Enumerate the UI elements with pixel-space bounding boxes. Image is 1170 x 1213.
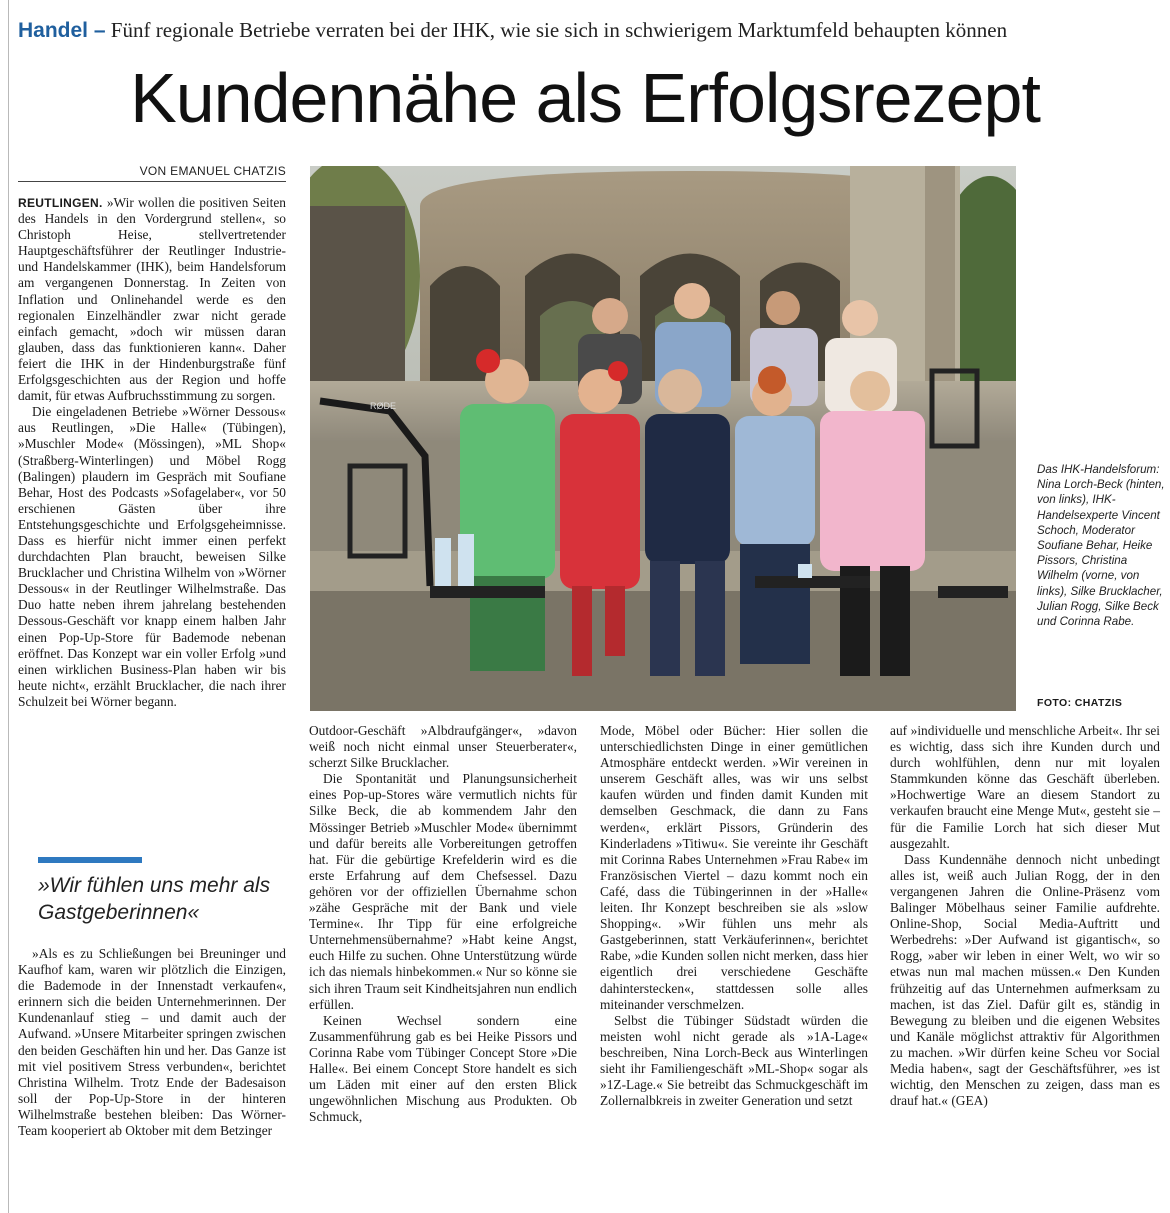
headline: Kundennähe als Erfolgsrezept [130, 59, 1040, 137]
photo-credit: FOTO: CHATZIS [1037, 697, 1123, 709]
article-column-1 [18, 195, 286, 710]
left-column-rule [8, 0, 9, 1213]
rubric: Handel – [18, 19, 106, 42]
mic-label: RØDE [370, 401, 397, 411]
paragraph: Dass Kundennähe dennoch nicht unbedingt alles ist, weiß auch Julian Rogg, der in den vergangenen Jahren die Online-Präsenz vom Balinger Möbelhaus seiner Familie aufdrehte. Online-Shop, Social Media-Auftritt und Werbedrehs: »Der Aufwand ist gigantisch«, so Rogg, »aber wir leben in einer Welt, wo wir so etwas nun mal machen müssen.« Den Kunden frühzeitig auf das Unternehmen aufmerksam zu machen, ist das Ziel. Dafür gilt es, ständig in Bewegung zu bleiben und die eigenen Websites und Kanäle möglichst attraktiv für Algorithmen zu machen. »Wir dürfen keine Scheu vor Social Media haben«, sagt der Geschäftsführer, »es ist wichtig, den Menschen zu zeigen, dass man es drauf hat.« (GEA) [890, 851, 1160, 1109]
quote-accent-bar [38, 857, 142, 863]
paragraph: Selbst die Tübinger Südstadt würden die meisten wohl nicht gerade als »1A-Lage« beschreiben, Nina Lorch-Beck aus Winterlingen sieht ihr Familiengeschäft »ML-Shop« sogar als »1Z-Lage.« Sie betreibt das Schmuckgeschäft im Zollernalbkreis in zweiter Generation und setzt [600, 1012, 868, 1109]
kicker-line [18, 18, 1007, 43]
byline: VON EMANUEL CHATZIS [18, 164, 286, 182]
article-column-3 [600, 723, 868, 1109]
paragraph: Keinen Wechsel sondern eine Zusammenführung gab es bei Heike Pissors und Corinna Rabe vom Tübinger Concept Store »Die Halle«. Bei einem Concept Store handelt es sich um Läden mit einer auf den ersten Blick ungewöhnlichen Mischung aus Produkten. Ob Schmuck, [309, 1012, 577, 1125]
pull-quote: »Wir fühlen uns mehr als Gastgeberinnen« [38, 874, 271, 924]
paragraph: auf »individuelle und menschliche Arbeit«. Ihr sei es wichtig, dass sich ihre Kunden durch und durch wohlfühlen, denn nur mit loyalen Stammkunden könne das Geschäft überleben. »Hochwertige Ware an diesem Standort zu verkaufen braucht eine Menge Mut«, gesteht sie – für die Familie Lorch hat sich dieser Mut ausgezahlt. [890, 723, 1160, 851]
group-photo-illustration [310, 166, 1016, 711]
paragraph: »Als es zu Schließungen bei Breuninger und Kaufhof kam, waren wir plötzlich die Einzigen, die Bademode in der Innenstadt verkaufen«, erinnern sich die beiden Unternehmerinnen. Der Kundenanlauf stieg – und damit auch der Aufwand. »Unsere Mitarbeiter springen zwischen den beiden Geschäften hin und her. Das Ganze ist mit viel positivem Stress verbunden«, berichtet Christina Wilhelm. Trotz Ende der Badesaison soll der Pop-Up-Store in der hinteren Wilhelmstraße bestehen bleiben: Das Wörner-Team kooperiert ab Oktober mit dem Betzinger [18, 946, 286, 1139]
dateline: REUTLINGEN. [18, 196, 103, 210]
photo-caption: Das IHK-Handelsforum: Nina Lorch-Beck (hinten, von links), IHK-Handelsexperte Vincent Schoch, Moderator Soufiane Behar, Heike Pissors, Christina Wilhelm (vorne, von links), Silke Brucklacher, Julian Rogg, Silke Beck und Corinna Rabe. [1037, 463, 1165, 629]
article-column-1-continued [18, 946, 286, 1139]
paragraph: Outdoor-Geschäft »Albdraufgänger«, »davon weiß noch nicht einmal unser Steuerberater«, scherzt Silke Brucklacher. [309, 723, 577, 771]
paragraph: Mode, Möbel oder Bücher: Hier sollen die unterschiedlichsten Dinge in einer gemütlichen Atmosphäre entdeckt werden. »Wir vereinen in unserem Geschäft alles, was wir uns selbst kaufen würden und finden damit Kunden mit demselben Geschmack, die dann zu Fans werden«, erklärt Pissors, Gründerin des Kinderladens »Titiwu«. Sie vereinte ihr Geschäft mit Corinna Rabes Unternehmen »Frau Rabe« im Französischen Viertel – dazu kommt noch ein Café, dass die Tübingerinnen in der »Halle« leiten. Ihr Konzept beschreiben sie als »slow Shopping«. »Wir fühlen uns mehr als Gastgeberinnen, statt Verkäuferinnen«, berichtet Rabe, »die Kunden sollen nicht merken, dass hier eigentlich drei verschiedene Geschäfte dahinterstecken«, stattdessen solle alles miteinander verschmelzen. [600, 723, 868, 1012]
paragraph: Die eingeladenen Betriebe »Wörner Dessous« aus Reutlingen, »Die Halle« (Tübingen), »Muschler Mode« (Mössingen), »ML Shop« (Straßberg-Winterlingen) und Möbel Rogg (Balingen) plaudern im Gespräch mit Soufiane Behar, Host des Podcasts »Sofagelaber«, vor 50 erschienen Gästen über ihre Entstehungsgeschichte und Erfolgsgeheimnisse. Dass es hierfür nicht immer einen perfekt durchdachten Plan braucht, beweisen Silke Brucklacher und Christina Wilhelm von »Wörner Dessous« in der Reutlinger Wilhelmstraße. Das Duo hatte neben ihrem jahrelang bestehenden Dessous-Geschäft vor knapp einem halben Jahr einen Pop-Up-Store für Bademode nebenan eröffnet. Das Konzept war ein voller Erfolg »und einen wirklichen Business-Plan haben wir bis heute nicht«, erzählt Brucklacher, die nach ihrer Schulzeit bei Wörner begann. [18, 404, 286, 709]
subheadline: Fünf regionale Betriebe verraten bei der IHK, wie sie sich in schwierigem Marktumfeld behaupten können [110, 18, 1008, 42]
article-photo [310, 166, 1016, 711]
paragraph: REUTLINGEN. »Wir wollen die positiven Seiten des Handels in den Vordergrund stellen«, so Christoph Heise, stellvertretender Hauptgeschäftsführer der Reutlinger Industrie- und Handelskammer (IHK), beim Handelsforum am vergangenen Donnerstag. In Zeiten von Inflation und Onlinehandel werde es den regionalen Einzelhändler zwar nicht gerade einfach gemacht, »doch wir müssen daran glauben, dass das funktionieren kann«. Daher feiert die IHK in der Hindenburgstraße fünf Erfolgsgeschichten aus der Region und hoffe damit, für etwas Aufbruchsstimmung zu sorgen. [18, 195, 286, 404]
article-column-4 [890, 723, 1160, 1109]
paragraph: Die Spontanität und Planungsunsicherheit eines Pop-up-Stores wäre vermutlich nichts für Silke Beck, die ab kommendem Jahr den Mössinger Betrieb »Muschler Mode« übernimmt und dafür bereits alle Vorbereitungen getroffen hat. Für die gebürtige Krefelderin wird es die erste Erfahrung auf dem Chefsessel. Dazu gehören vor der offiziellen Übernahme schon »zähe Gespräche mit der Bank und viele Termine«. Ihr Tipp für eine erfolgreiche Unternehmensübernahme? »Habt keine Angst, euch Hilfe zu suchen. Ohne Unterstützung würde ich das niemals hinbekommen.« Nur so könne sie sich ihren Traum seit Kindheitsjahren nun endlich erfüllen. [309, 771, 577, 1012]
article-column-2 [309, 723, 577, 1125]
